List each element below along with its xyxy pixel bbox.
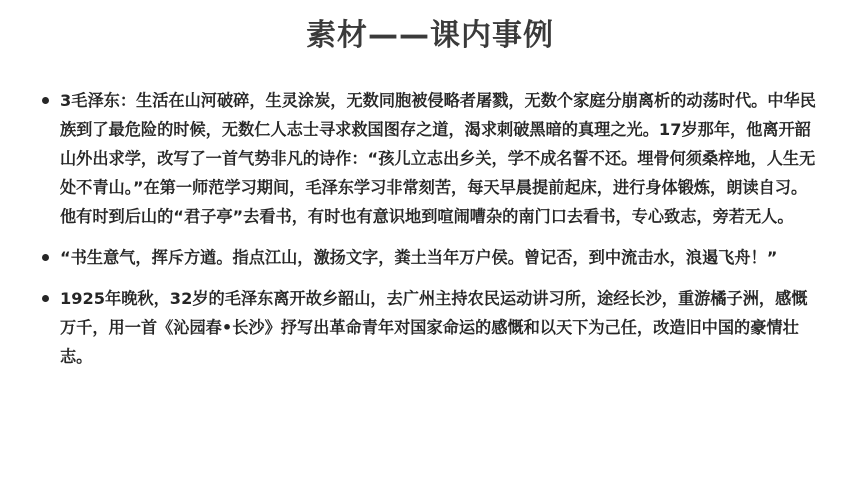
bullet-item: [42, 284, 822, 371]
bullet-dot-icon: [42, 97, 49, 104]
bullet-item: [42, 86, 822, 231]
bullet-text: 1925年晚秋，32岁的毛泽东离开故乡韶山，去广州主持农民运动讲习所，途经长沙，重游橘子洲，感慨万千，用一首《沁园春•长沙》抒写出革命青年对国家命运的感慨和以天下为己任，改造旧中国的豪情壮志。: [60, 289, 808, 366]
bullet-dot-icon: [42, 254, 49, 261]
bullet-text: 3毛泽东：生活在山河破碎，生灵涂炭，无数同胞被侵略者屠戮，无数个家庭分崩离析的动荡时代。中华民族到了最危险的时候，无数仁人志士寻求救国图存之道，渴求刺破黑暗的真理之光。17岁那年，他离开韶山外出求学，改写了一首气势非凡的诗作：“孩儿立志出乡关，学不成名誓不还。埋骨何须桑梓地，人生无处不青山。”在第一师范学习期间，毛泽东学习非常刻苦，每天早晨提前起床，进行身体锻炼，朗读自习。他有时到后山的“君子亭”去看书，有时也有意识地到喧闹嘈杂的南门口去看书，专心致志，旁若无人。: [60, 91, 816, 226]
slide-title: 素材——课内事例: [306, 18, 554, 53]
bullet-list: [42, 86, 822, 383]
bullet-item: [42, 243, 822, 272]
bullet-text: “书生意气，挥斥方遒。指点江山，激扬文字，粪土当年万户侯。曾记否，到中流击水，浪遏飞舟！”: [60, 248, 778, 267]
bullet-dot-icon: [42, 295, 49, 302]
